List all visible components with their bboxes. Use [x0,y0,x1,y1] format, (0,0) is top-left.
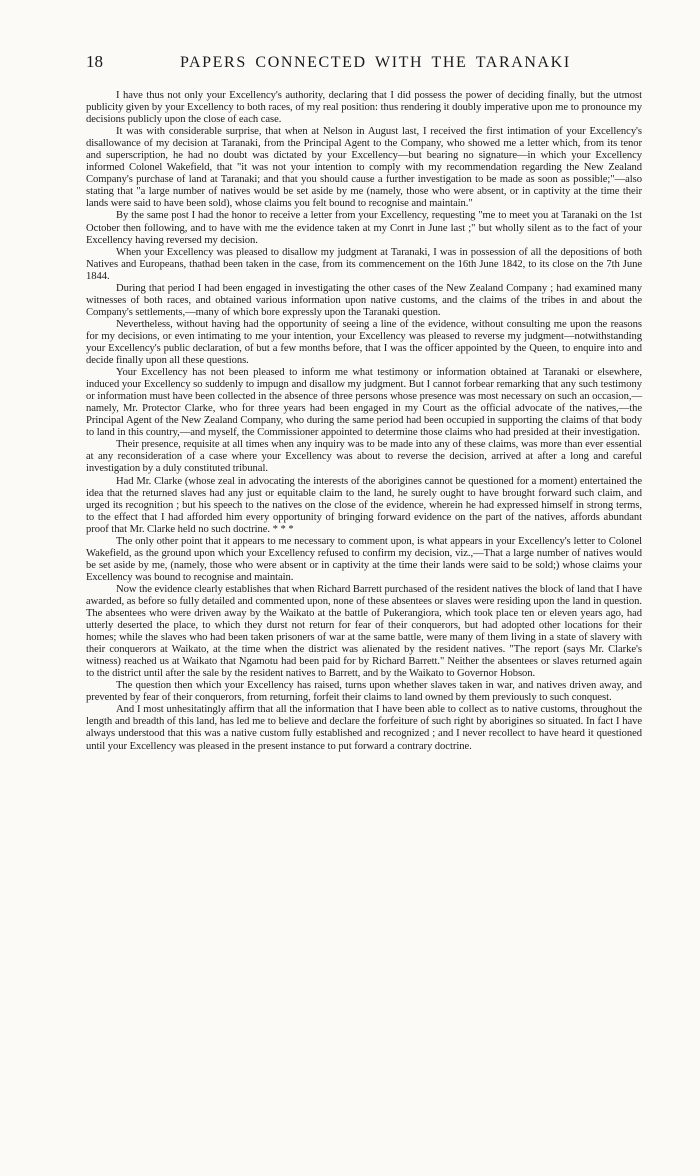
paragraph: Now the evidence clearly establishes that when Richard Barrett purchased of the resident natives the block of land that I have awarded, as before so fully detailed and commented upon, none of these absentees or slaves were residing upon the land in question. The absentees who were driven away by the Waikato at the battle of Pukerangiora, which took place ten or eleven years ago, had utterly deserted the place, to which they durst not return for fear of their conquerors, but had adopted other locations for their homes; while the slaves who had been taken prisoners of war at the same battle, were many of them living in a state of slavery with their conquerors at Waikato, at the time when the district was alienated by the resident natives. "The report (says Mr. Clarke's witness) reached us at Waikato that Ngamotu had been paid for by Richard Barrett." Neither the absentees or slaves returned again to the district until after the sale by the resident natives to Barrett, and by the Waikato to Governor Hobson. [86,583,642,680]
page-number: 18 [86,52,103,71]
paragraph: I have thus not only your Excellency's authority, declaring that I did possess the power of deciding finally, but the utmost publicity given by your Excellency to both races, of my real position: thus rendering it doubly imperative upon me to pronounce my decisions publicly upon the close of each case. [86,90,642,126]
paragraph: Had Mr. Clarke (whose zeal in advocating the interests of the aborigines cannot be questioned for a moment) entertained the idea that the returned slaves had any just or equitable claim to the land, he surely ought to have brought forward such claim, and urged its recognition ; but his speech to the natives on the close of the evidence, wherein he had expressed himself in strong terms, to the effect that I had afforded him every opportunity of bringing forward evidence on the part of the natives, affords abundant proof that Mr. Clarke held no such doctrine. * * * [86,475,642,535]
paragraph: And I most unhesitatingly affirm that all the information that I have been able to collect as to native customs, throughout the length and breadth of this land, has led me to believe and declare the forfeiture of such right by aborigines so situated. In fact I have always understood that this was a native custom fully established and recognized ; and I never recollect to have heard it questioned until your Excellency was pleased in the present instance to put forward a contrary doctrine. [86,704,642,752]
page-header [86,52,642,78]
paragraph: By the same post I had the honor to receive a letter from your Excellency, requesting "me to meet you at Taranaki on the 1st October then following, and to have with me the evidence taken at my Conrt in June last ;" but wholly silent as to the fact of your Excellency having reversed my decision. [86,210,642,246]
paragraph: During that period I had been engaged in investigating the other cases of the New Zealand Company ; had examined many witnesses of both races, and obtained various information upon native customs, and the claims of the tribes in and about the Company's settlements,—many of which bore expressly upon the Taranaki question. [86,282,642,318]
paragraph: Your Excellency has not been pleased to inform me what testimony or information obtained at Taranaki or elsewhere, induced your Excellency so suddenly to impugn and disallow my judgment. But I cannot forbear remarking that any such testimony or information must have been collected in the absence of three persons whose presence was most necessary on such an occasion,—namely, Mr. Protector Clarke, who for three years had been engaged in my Court as the official advocate of the natives,—the Principal Agent of the New Zealand Company, who during the same period had been occupied in supporting the claims of that body to land in this country,—and myself, the Commissioner appointed to determine those claims who had presided at their investigation. [86,367,642,439]
paragraph: Their presence, requisite at all times when any inquiry was to be made into any of these claims, was more than ever essential at any reconsideration of a case where your Excellency was about to reverse the decision, arrived at after a long and careful investigation by a duly constituted tribunal. [86,439,642,475]
paragraph: It was with considerable surprise, that when at Nelson in August last, I received the first intimation of your Excellency's disallowance of my decision at Taranaki, from the Principal Agent to the Company, who showed me a letter which, from its tenor and superscription, he had no doubt was dictated by your Excellency—but bearing no signature—in which your Excellency informed Colonel Wakefield, that "it was not your intention to comply with my recommendation regarding the New Zealand Company's purchase of land at Taranaki; and that you should cause a further investigation to be made as soon as possible;"—also stating that "a large number of natives would be set aside by me (namely, those who were absent, or in captivity at the time their lands were said to have been sold), whose claims you felt bound to recognise and maintain." [86,126,642,210]
paragraph: The only other point that it appears to me necessary to comment upon, is what appears in your Excellency's letter to Colonel Wakefield, as the ground upon which your Excellency refused to confirm my decision, viz.,—That a large number of natives would be set aside by me, (namely, those who were absent or in captivity at the time their lands were said to be sold;) whose claims your Excellency was bound to recognise and maintain. [86,535,642,583]
paragraph: When your Excellency was pleased to disallow my judgment at Taranaki, I was in possession of all the depositions of both Natives and Europeans, thathad been taken in the case, from its commencement on the 16th June 1842, to its close on the 7th June 1844. [86,246,642,282]
body-text [86,90,642,753]
paragraph: Nevertheless, without having had the opportunity of seeing a line of the evidence, without consulting me upon the reasons for my decisions, or even intimating to me your intention, your Excellency was pleased to reverse my judgment—notwithstanding your Excellency's public declaration, of but a few months before, that I was the officer appointed by the Queen, to enquire into and decide finally upon all these questions. [86,318,642,367]
document-page [86,52,642,753]
paragraph: The question then which your Excellency has raised, turns upon whether slaves taken in war, and natives driven away, and prevented by fear of their conquerors, from returning, forfeit their claims to land owned by them previously to such conquest. [86,680,642,704]
running-title: PAPERS CONNECTED WITH THE TARANAKI [180,54,571,71]
